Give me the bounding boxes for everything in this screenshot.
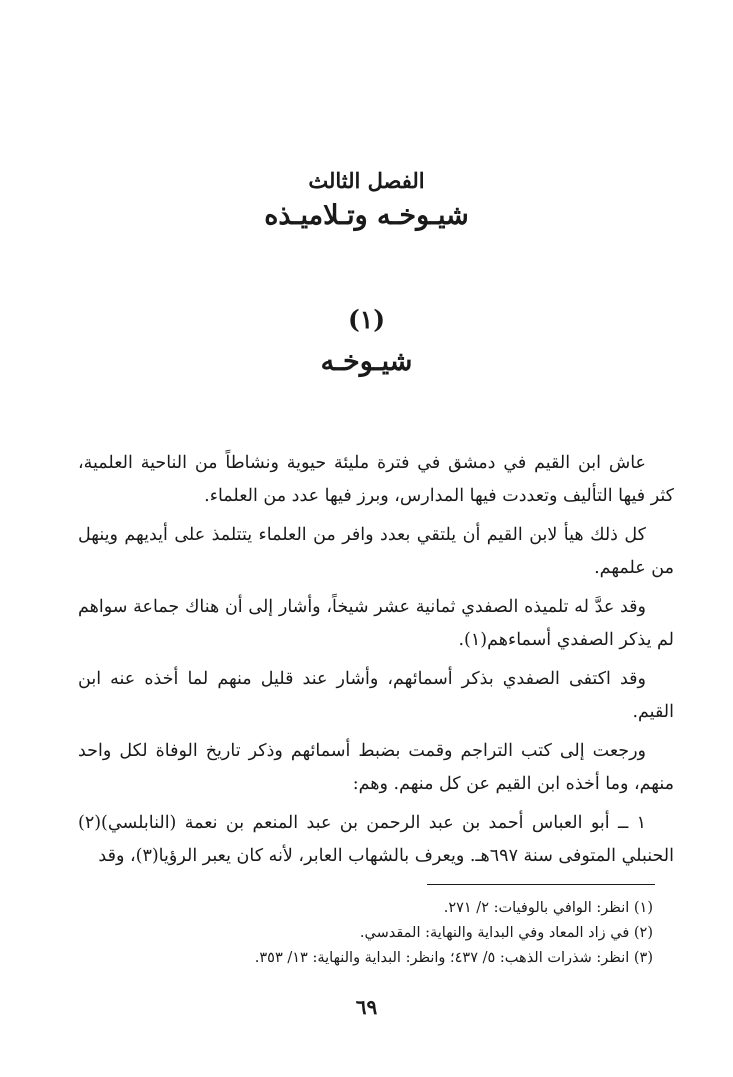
paragraph: ورجعت إلى كتب التراجم وقمت بضبط أسمائهم وذكر تاريخ الوفاة لكل واحد منهم، وما أخذه ابن القيم عن كل منهم. وهم: — [78, 741, 674, 794]
paragraph: وقد اكتفى الصفدي بذكر أسمائهم، وأشار عند قليل منهم لما أخذه عنه ابن القيم. — [78, 669, 674, 722]
page-number: ٦٩ — [355, 995, 378, 1019]
paragraph: عاش ابن القيم في دمشق في فترة مليئة حيوية ونشاطاً من الناحية العلمية، كثر فيها التأليف وتعددت فيها المدارس، وبرز فيها عدد من العلماء. — [78, 453, 674, 506]
section-title: شيـوخـه — [320, 346, 413, 377]
footnote: (٢) في زاد المعاد وفي البداية والنهاية: المقدسي. — [359, 925, 653, 941]
paragraph: كل ذلك هيأ لابن القيم أن يلتقي بعدد وافر من العلماء يتتلمذ على أيديهم وينهل من علمهم. — [78, 525, 674, 578]
section-number: (١) — [347, 305, 386, 334]
body-text — [78, 447, 674, 879]
footnote: (١) انظر: الوافي بالوفيات: ٢/ ٢٧١. — [443, 900, 653, 916]
chapter-title: شيـوخـه وتـلاميـذه — [264, 200, 469, 231]
paragraph: وقد عدَّ له تلميذه الصفدي ثمانية عشر شيخاً، وأشار إلى أن هناك جماعة سواهم لم يذكر الصفدي أسماءهم(١). — [78, 597, 674, 650]
footnotes — [63, 896, 653, 971]
chapter-label: الفصل الثالث — [308, 168, 425, 193]
footnote: (٣) انظر: شذرات الذهب: ٥/ ٤٣٧؛ وانظر: البداية والنهاية: ١٣/ ٣٥٣. — [254, 950, 653, 966]
paragraph: ١ ــ أبو العباس أحمد بن عبد الرحمن بن عبد المنعم بن نعمة (النابلسي)(٢) الحنبلي المتوفى سنة ٦٩٧هـ. ويعرف بالشهاب العابر، لأنه كان يعبر الرؤيا(٣)، وقد — [78, 813, 674, 866]
footnote-divider — [427, 884, 655, 885]
